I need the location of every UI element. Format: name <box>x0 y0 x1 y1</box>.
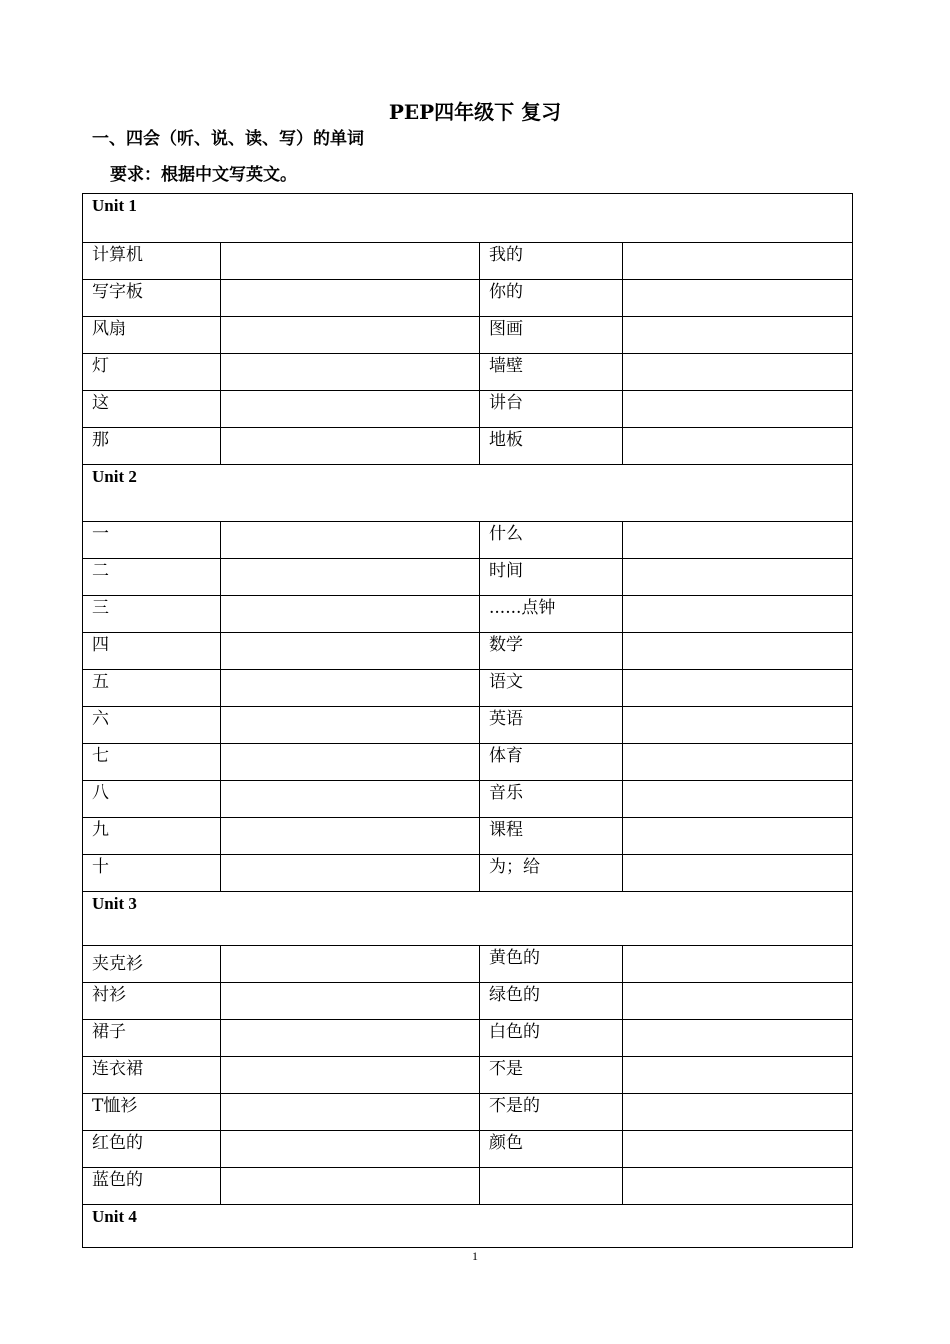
answer-blank[interactable] <box>623 707 853 744</box>
chinese-word: 裙子 <box>83 1020 221 1057</box>
chinese-word: 八 <box>83 781 221 818</box>
chinese-word: 什么 <box>480 522 623 559</box>
chinese-word: 五 <box>83 670 221 707</box>
table-row <box>83 744 853 781</box>
answer-blank[interactable] <box>623 559 853 596</box>
chinese-word: ......点钟 <box>480 596 623 633</box>
answer-blank[interactable] <box>221 428 480 465</box>
chinese-word: 七 <box>83 744 221 781</box>
answer-blank[interactable] <box>221 983 480 1020</box>
chinese-word: 三 <box>83 596 221 633</box>
table-row <box>83 428 853 465</box>
chinese-word: 白色的 <box>480 1020 623 1057</box>
chinese-word: 课程 <box>480 818 623 855</box>
table-row <box>83 781 853 818</box>
table-row <box>83 1131 853 1168</box>
chinese-word: 九 <box>83 818 221 855</box>
chinese-word: 墙壁 <box>480 354 623 391</box>
table-row <box>83 243 853 280</box>
answer-blank[interactable] <box>221 1094 480 1131</box>
answer-blank[interactable] <box>623 428 853 465</box>
chinese-word: 连衣裙 <box>83 1057 221 1094</box>
chinese-word: 不是的 <box>480 1094 623 1131</box>
chinese-word: 衬衫 <box>83 983 221 1020</box>
answer-blank[interactable] <box>623 1020 853 1057</box>
answer-blank[interactable] <box>221 391 480 428</box>
answer-blank[interactable] <box>623 243 853 280</box>
answer-blank[interactable] <box>221 1131 480 1168</box>
table-row <box>83 354 853 391</box>
table-row <box>83 280 853 317</box>
chinese-word: 语文 <box>480 670 623 707</box>
chinese-word: 灯 <box>83 354 221 391</box>
answer-blank[interactable] <box>623 946 853 983</box>
chinese-word: 一 <box>83 522 221 559</box>
answer-blank[interactable] <box>221 243 480 280</box>
answer-blank[interactable] <box>623 1057 853 1094</box>
answer-blank[interactable] <box>221 596 480 633</box>
answer-blank[interactable] <box>221 522 480 559</box>
answer-blank[interactable] <box>623 818 853 855</box>
answer-blank[interactable] <box>221 1020 480 1057</box>
answer-blank[interactable] <box>221 855 480 892</box>
answer-blank[interactable] <box>221 707 480 744</box>
chinese-word: 蓝色的 <box>83 1168 221 1205</box>
table-row <box>83 855 853 892</box>
vocabulary-table <box>82 193 853 1248</box>
chinese-word: 体育 <box>480 744 623 781</box>
chinese-word: 写字板 <box>83 280 221 317</box>
answer-blank[interactable] <box>221 1168 480 1205</box>
answer-blank[interactable] <box>623 522 853 559</box>
chinese-word: 时间 <box>480 559 623 596</box>
answer-blank[interactable] <box>221 1057 480 1094</box>
chinese-word: 图画 <box>480 317 623 354</box>
table-row <box>83 670 853 707</box>
answer-blank[interactable] <box>221 670 480 707</box>
requirement-text: 要求：根据中文写英文。 <box>110 165 297 185</box>
answer-blank[interactable] <box>221 559 480 596</box>
table-row <box>83 559 853 596</box>
answer-blank[interactable] <box>221 946 480 983</box>
answer-blank[interactable] <box>623 354 853 391</box>
table-row <box>83 1057 853 1094</box>
answer-blank[interactable] <box>221 781 480 818</box>
unit-header-row <box>83 1205 853 1248</box>
answer-blank[interactable] <box>623 983 853 1020</box>
answer-blank[interactable] <box>623 317 853 354</box>
answer-blank[interactable] <box>623 1094 853 1131</box>
chinese-word: 这 <box>83 391 221 428</box>
table-row <box>83 522 853 559</box>
unit-header: Unit 3 <box>83 892 853 946</box>
unit-header: Unit 1 <box>83 194 853 243</box>
chinese-word: 那 <box>83 428 221 465</box>
answer-blank[interactable] <box>221 744 480 781</box>
table-row <box>83 983 853 1020</box>
answer-blank[interactable] <box>623 633 853 670</box>
answer-blank[interactable] <box>623 855 853 892</box>
table-row <box>83 707 853 744</box>
table-row <box>83 317 853 354</box>
section-heading: 一、四会（听、说、读、写）的单词 <box>92 129 364 149</box>
chinese-word: 红色的 <box>83 1131 221 1168</box>
chinese-word: 讲台 <box>480 391 623 428</box>
unit-header-row <box>83 194 853 243</box>
chinese-word: 数学 <box>480 633 623 670</box>
chinese-word: 四 <box>83 633 221 670</box>
unit-header: Unit 2 <box>83 465 853 522</box>
answer-blank[interactable] <box>623 280 853 317</box>
table-row <box>83 818 853 855</box>
chinese-word: 音乐 <box>480 781 623 818</box>
chinese-word: 风扇 <box>83 317 221 354</box>
chinese-word: 十 <box>83 855 221 892</box>
chinese-word: 颜色 <box>480 1131 623 1168</box>
table-row <box>83 391 853 428</box>
chinese-word: 我的 <box>480 243 623 280</box>
chinese-word: 不是 <box>480 1057 623 1094</box>
answer-blank[interactable] <box>221 633 480 670</box>
unit-header: Unit 4 <box>83 1205 853 1248</box>
page-title: PEP四年级下 复习 <box>388 100 562 124</box>
page-number: 1 <box>472 1249 478 1263</box>
answer-blank[interactable] <box>623 744 853 781</box>
unit-header-row <box>83 892 853 946</box>
chinese-word: 地板 <box>480 428 623 465</box>
vocabulary-table-body <box>83 194 853 1248</box>
unit-header-row <box>83 465 853 522</box>
chinese-word: 英语 <box>480 707 623 744</box>
chinese-word: 你的 <box>480 280 623 317</box>
answer-blank[interactable] <box>623 1131 853 1168</box>
answer-blank[interactable] <box>623 670 853 707</box>
table-row <box>83 1168 853 1205</box>
chinese-word: 夹克衫 <box>83 946 221 983</box>
table-row <box>83 1094 853 1131</box>
chinese-word: 绿色的 <box>480 983 623 1020</box>
chinese-word: 二 <box>83 559 221 596</box>
chinese-word <box>480 1168 623 1205</box>
answer-blank[interactable] <box>221 818 480 855</box>
table-row <box>83 596 853 633</box>
table-row <box>83 1020 853 1057</box>
answer-blank[interactable] <box>623 1168 853 1205</box>
chinese-word: 六 <box>83 707 221 744</box>
table-row <box>83 946 853 983</box>
answer-blank[interactable] <box>221 280 480 317</box>
chinese-word: 为；给 <box>480 855 623 892</box>
answer-blank[interactable] <box>623 391 853 428</box>
chinese-word: T恤衫 <box>83 1094 221 1131</box>
answer-blank[interactable] <box>221 317 480 354</box>
table-row <box>83 633 853 670</box>
answer-blank[interactable] <box>221 354 480 391</box>
answer-blank[interactable] <box>623 781 853 818</box>
chinese-word: 黄色的 <box>480 946 623 983</box>
chinese-word: 计算机 <box>83 243 221 280</box>
answer-blank[interactable] <box>623 596 853 633</box>
